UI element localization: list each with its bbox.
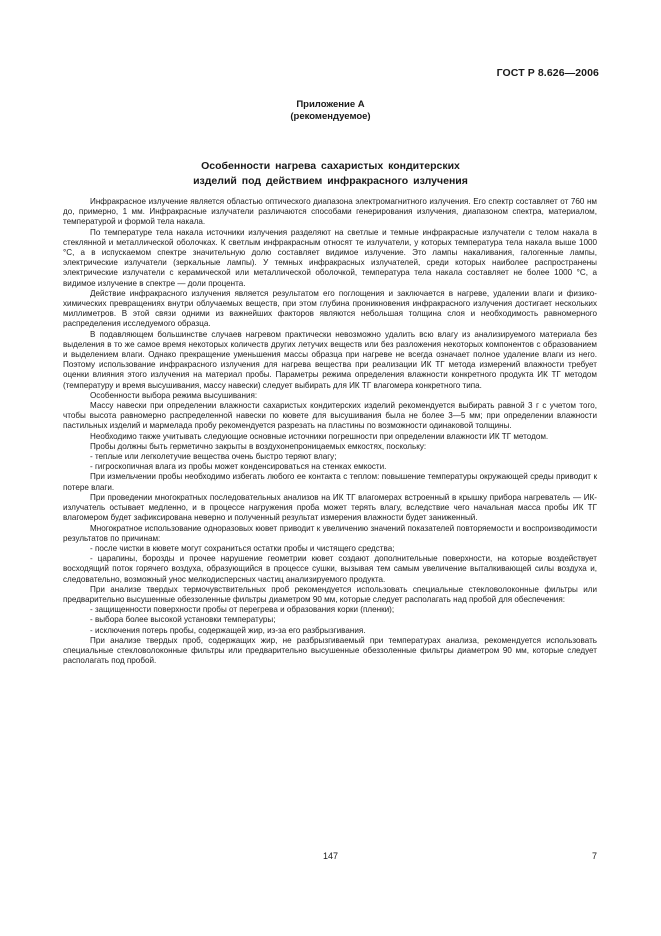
body-text: [63, 197, 597, 666]
list-item: - после чистки в кювете могут сохраниться остатки пробы и чистящего средства;: [90, 543, 395, 553]
paragraph: Особенности выбора режима высушивания:: [90, 390, 258, 400]
section-title: [0, 159, 661, 188]
appendix-heading: [0, 99, 661, 123]
paragraph: Инфракрасное излучение является областью оптического диапазона электромагнитного излучения. Его спектр составляет от 760 нм до, примерно, 1 мм. Инфракрасные излучатели различаются способами генерирования излучения, диапазоном спектра, материалом, температурой и формой тела накала.: [63, 197, 597, 227]
paragraph: Многократное использование одноразовых кювет приводит к увеличению значений показателей повторяемости и воспроизводимости результатов по причинам:: [63, 523, 597, 543]
page-number: 147: [322, 851, 339, 861]
section-title-line2: изделий под действием инфракрасного излучения: [193, 174, 468, 187]
list-item: - царапины, борозды и прочее нарушение геометрии кювет создают дополнительные поверхности, на которые воздействует восходящий поток горячего воздуха, образующийся в процессе сушки, вызывая тем самым увеличение выталкивающей силы воздуха и, следовательно, возможный унос мелкодисперсных частиц анализируемого продукта.: [63, 554, 597, 584]
document-id: ГОСТ Р 8.626—2006: [496, 67, 599, 79]
paragraph: По температуре тела накала источники излучения разделяют на светлые и темные инфракрасные излучатели с телом накала в стеклянной и металлической оболочках. К светлым инфракрасным относят те излучатели, у которых температура тела накала выше 1000 °С, а в испускаемом спектре значительную долю составляет видимое излучение. Это лампы накаливания, галогенные лампы, электрические излучатели (зеркальные лампы). У темных инфракрасных излучателей, среди которых наиболее распространены электрические излучатели с керамической или металлической оболочкой, температура тела накала составляет не более 1000 °С, а видимое излучение в спектре — доли процента.: [63, 227, 597, 288]
paragraph: При анализе твердых проб, содержащих жир, не разбрызгиваемый при температурах анализа, рекомендуется использовать специальные стекловолоконные фильтры или предварительно высушенные обеззоленные фильтры диаметром 90 мм, которые следует располагать под пробой.: [63, 635, 597, 666]
paragraph: При измельчении пробы необходимо избегать любого ее контакта с теплом: повышение температуры окружающей среды приводит к потере влаги.: [63, 472, 597, 492]
paragraph: Пробы должны быть герметично закрыты в воздухонепроницаемых емкостях, поскольку:: [90, 441, 427, 451]
list-item: - гигроскопичная влага из пробы может конденсироваться на стенках емкости.: [90, 462, 387, 472]
paragraph: Действие инфракрасного излучения является результатом его поглощения и заключается в нагреве, удалении влаги и физико-химических превращениях внутри облучаемых веществ, при этом глубина проникновения инфракрасного излучения достигает нескольких миллиметров. В этой связи одними из важнейших факторов являются небольшая толщина слоя и необходимость равномерного распределения исследуемого образца.: [63, 288, 597, 329]
paragraph: Необходимо также учитывать следующие основные источники погрешности при определении влажности ИК ТГ методом.: [90, 431, 549, 441]
paragraph: При анализе твердых термочувствительных проб рекомендуется использовать специальные стекловолоконные фильтры или предварительно высушенные обеззоленные фильтры диаметром 90 мм, которые следует располагать над пробой для обеспечения:: [63, 584, 597, 604]
paragraph: В подавляющем большинстве случаев нагревом практически невозможно удалить всю влагу из анализируемого материала без выделения в то же самое время некоторых количеств других летучих веществ или без разложения некоторых компонентов с образованием и выделением влаги. Однако прекращение уменьшения массы образца при нагреве не всегда означает полное удаление влаги из него. Поэтому использование инфракрасного излучения для нагрева вещества при реализации ИК ТГ метода измерений влажности требует оценки влияния этого излучения на материал пробы. Параметры режима определения влажности конкретного продукта ИК ТГ методом (температуру и время высушивания, массу навески) следует выбирать для ИК ТГ влагомера конкретного типа.: [63, 329, 597, 390]
sheet-number: 7: [591, 851, 597, 861]
list-item: - выбора более высокой установки температуры;: [90, 615, 276, 625]
appendix-title: Приложение А: [296, 99, 365, 110]
paragraph: Массу навески при определении влажности сахаристых кондитерских изделий рекомендуется выбирать равной 3 г с учетом того, чтобы высота равномерно распределенной навески по кювете для высушивания была не более 3—5 мм; при определении влажности пастильных изделий и мармелада пробу рекомендуется разрезать на пластины по возможности одинаковой толщины.: [63, 401, 597, 431]
list-item: - защищенности поверхности пробы от перегрева и образования корки (пленки);: [90, 605, 395, 615]
paragraph: При проведении многократных последовательных анализов на ИК ТГ влагомерах встроенный в крышку прибора нагреватель — ИК-излучатель остывает медленно, и в процессе нагружения проба может терять влагу, вследствие чего начальная масса пробы ИК ТГ влагомером будет зафиксирована неверно и полученный результат измерения влажности будет заниженный.: [63, 492, 597, 523]
list-item: - теплые или легколетучие вещества очень быстро теряют влагу;: [90, 452, 337, 462]
section-title-line1: Особенности нагрева сахаристых кондитерских: [201, 160, 460, 172]
appendix-subtitle: (рекомендуемое): [290, 111, 371, 122]
list-item: - исключения потерь пробы, содержащей жир, из-за его разбрызгивания.: [90, 625, 366, 635]
